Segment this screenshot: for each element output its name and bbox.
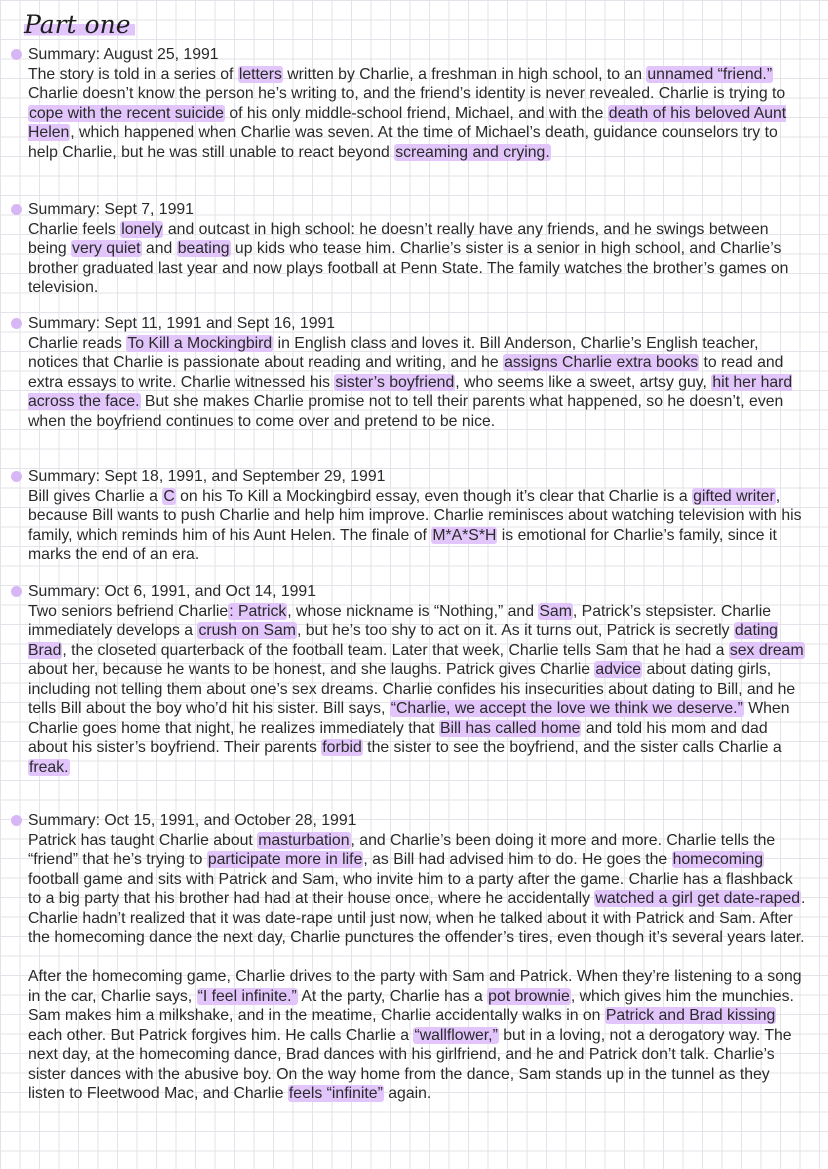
paragraph-text: , as Bill had advised him to do. He goes the [363, 851, 672, 868]
summary-section [28, 45, 810, 162]
paragraph-text: The story is told in a series of [28, 65, 238, 83]
summary-section [28, 200, 810, 298]
highlighted-text: “wallflower,” [414, 1026, 498, 1044]
paragraph-text: the sister to see the boyfriend, and the sister calls Charlie a [362, 739, 782, 756]
highlighted-text: : Patrick [229, 602, 287, 620]
paragraph-text: each other. But Patrick forgives him. He calls Charlie a [28, 1026, 414, 1044]
highlighted-text: advice [595, 661, 642, 678]
paragraph-text: , because Bill wants to push Charlie and help him improve. Charlie reminisces about watching television with his family, which reminds him of his Aunt Helen. The finale of [28, 487, 802, 544]
highlighted-text: watched a girl get date-raped [595, 890, 801, 907]
section-paragraph [28, 220, 810, 298]
bullet-dot-icon [11, 471, 22, 482]
highlighted-text: Bill has called home [439, 719, 581, 737]
paragraph-text: and outcast in high school: he doesn’t really have any friends, and he swings between being [28, 220, 769, 257]
highlighted-text: M*A*S*H [432, 526, 497, 544]
paragraph-text: Bill gives Charlie a [28, 487, 163, 505]
section-paragraph [28, 65, 810, 163]
summary-section [28, 314, 810, 431]
highlighted-text: cope with the recent suicide [29, 104, 224, 122]
paragraph-text: , but he’s too shy to act on it. As it turns out, Patrick is secretly [296, 622, 734, 639]
section-heading: Summary: August 25, 1991 [28, 45, 810, 65]
paragraph-text: Charlie reads [28, 334, 127, 352]
section-heading: Summary: Sept 11, 1991 and Sept 16, 1991 [28, 314, 810, 334]
summary-section [28, 467, 810, 565]
highlighted-text: participate more in life [207, 851, 363, 868]
paragraph-text: After the homecoming game, Charlie drives to the party with Sam and Patrick. When they’re listening to a song in the car, Charlie says, [28, 968, 802, 1005]
paragraph-text: to read and extra essays to write. Charlie witnessed his [28, 354, 784, 391]
paragraph-text: of his only middle-school friend, Michael, and with the [224, 104, 608, 122]
paragraph-text: At the party, Charlie has a [297, 987, 488, 1005]
highlighted-text: C [163, 487, 175, 505]
paragraph-text: on his To Kill a Mockingbird essay, even though it’s clear that Charlie is a [175, 487, 693, 505]
summary-section [28, 582, 810, 777]
paragraph-text: up kids who tease him. Charlie’s sister is a senior in high school, and Charlie’s brother graduated last year and now plays football at Penn State. The family watches the brother’s games on television. [28, 240, 789, 296]
highlighted-text: pot brownie [488, 987, 570, 1005]
paragraph-text: Patrick has taught Charlie about [28, 831, 258, 849]
paragraph-text: again. [383, 1085, 432, 1102]
paragraph-text: , whose nickname is “Nothing,” and [287, 602, 539, 620]
paragraph-text: written by Charlie, a freshman in high school, to an [282, 65, 647, 83]
highlighted-text: screaming and crying. [395, 143, 550, 161]
paragraph-text: about dating girls, including not telling them about one’s sex dreams. Charlie confides his insecurities about dating to Bill, and he tells Bill about the boy who’d hit his sister. Bill says, [28, 661, 796, 717]
highlighted-text: Sam [539, 602, 572, 620]
paragraph-text: but in a loving, not a derogatory way. The next day, at the homecoming dance, Brad dances with his girlfriend, and he and Patrick don’t talk. Charlie’s sister dances with the abusive boy. On the way home from the dance, Sam stands up in the tunnel as they listen to Fleetwood Mac, and Charlie [28, 1026, 792, 1102]
highlighted-text: letters [238, 65, 282, 83]
highlighted-text: crush on Sam [198, 622, 296, 639]
bullet-dot-icon [11, 49, 22, 60]
paragraph-text: football game and sits with Patrick and Sam, who invite him to a party after the game. Charlie has a flashback to a big party that his brother had had at their house once, where he accidentally [28, 870, 793, 907]
paragraph-text: Charlie doesn’t know the person he’s writing to, and the friend’s identity is never revealed. Charlie is trying to [28, 85, 786, 102]
highlighted-text: unnamed “friend.” [647, 65, 773, 83]
section-paragraph [28, 602, 810, 778]
highlighted-text: forbid [322, 739, 362, 756]
paragraph-text: and told his mom and dad about his sister’s boyfriend. Their parents [28, 719, 768, 756]
summary-section [28, 811, 810, 1104]
highlighted-text: Patrick and Brad kissing [605, 1007, 776, 1024]
bullet-dot-icon [11, 815, 22, 826]
paragraph-text: Two seniors befriend Charlie [28, 602, 229, 620]
paragraph-text: , Patrick’s stepsister. Charlie immediately develops a [28, 602, 771, 639]
highlighted-text: sex dream [729, 641, 804, 659]
paragraph-text: , which happened when Charlie was seven. At the time of Michael’s death, guidance counselors try to help Charlie, but he was still unable to react beyond [28, 124, 778, 161]
section-paragraph [28, 831, 810, 948]
paragraph-text: and [141, 240, 177, 257]
page-title: Part one [24, 8, 135, 42]
highlighted-text: “Charlie, we accept the love we think we deserve.” [390, 700, 743, 717]
highlighted-text: dating Brad [28, 622, 778, 659]
highlighted-text: homecoming [672, 851, 764, 868]
paragraph-text: But she makes Charlie promise not to tell their parents what happened, so he doesn’t, even when the boyfriend continues to come over and pretend to be nice. [28, 393, 784, 430]
bullet-dot-icon [11, 204, 22, 215]
bullet-dot-icon [11, 586, 22, 597]
paragraph-text: , and Charlie’s been doing it more and more. Charlie tells the “friend” that he’s trying to [28, 831, 776, 868]
highlighted-text: death of his beloved Aunt Helen [28, 104, 787, 141]
highlighted-text: assigns Charlie extra books [504, 354, 699, 371]
paragraph-text: When Charlie goes home that night, he realizes immediately that [28, 700, 790, 737]
paragraph-text: about her, because he wants to be honest, and she laughs. Patrick gives Charlie [28, 661, 595, 678]
section-paragraph [28, 487, 810, 565]
highlighted-text: To Kill a Mockingbird [127, 334, 273, 352]
section-heading: Summary: Oct 6, 1991, and Oct 14, 1991 [28, 582, 810, 602]
highlighted-text: gifted writer [693, 487, 775, 505]
section-heading: Summary: Sept 7, 1991 [28, 200, 810, 220]
highlighted-text: freak. [29, 758, 69, 776]
paragraph-text: is emotional for Charlie’s family, since it marks the end of an era. [28, 526, 777, 563]
highlighted-text: “I feel infinite.” [197, 987, 297, 1005]
highlighted-text: masturbation [258, 831, 350, 849]
highlighted-text: lonely [121, 220, 163, 238]
section-paragraph [28, 967, 810, 1104]
bullet-dot-icon [11, 318, 22, 329]
paragraph-text: , which gives him the munchies. Sam makes him a milkshake, and in the meatime, Charlie accidentally walks in on [28, 987, 794, 1024]
paragraph-text: . Charlie hadn’t realized that it was date-rape until just now, when he talked about it with Patrick and Sam. After the homecoming dance the next day, Charlie punctures the offender’s tires, even though it’s several years later. [28, 890, 806, 946]
highlighted-text: beating [177, 240, 230, 257]
highlighted-text: hit her hard across the face. [28, 373, 793, 410]
section-heading: Summary: Oct 15, 1991, and October 28, 1991 [28, 811, 810, 831]
paragraph-text: , who seems like a sweet, artsy guy, [455, 373, 712, 391]
section-paragraph [28, 334, 810, 432]
section-heading: Summary: Sept 18, 1991, and September 29, 1991 [28, 467, 810, 487]
highlighted-text: very quiet [72, 240, 141, 257]
paragraph-text: Charlie feels [28, 220, 121, 238]
highlighted-text: sister’s boyfriend [335, 373, 455, 391]
paragraph-text: in English class and loves it. Bill Anderson, Charlie’s English teacher, notices that Charlie is passionate about reading and writing, and he [28, 334, 759, 371]
highlighted-text: feels “infinite” [288, 1085, 383, 1102]
paragraph-text: , the closeted quarterback of the football team. Later that week, Charlie tells Sam that he had a [62, 641, 729, 659]
